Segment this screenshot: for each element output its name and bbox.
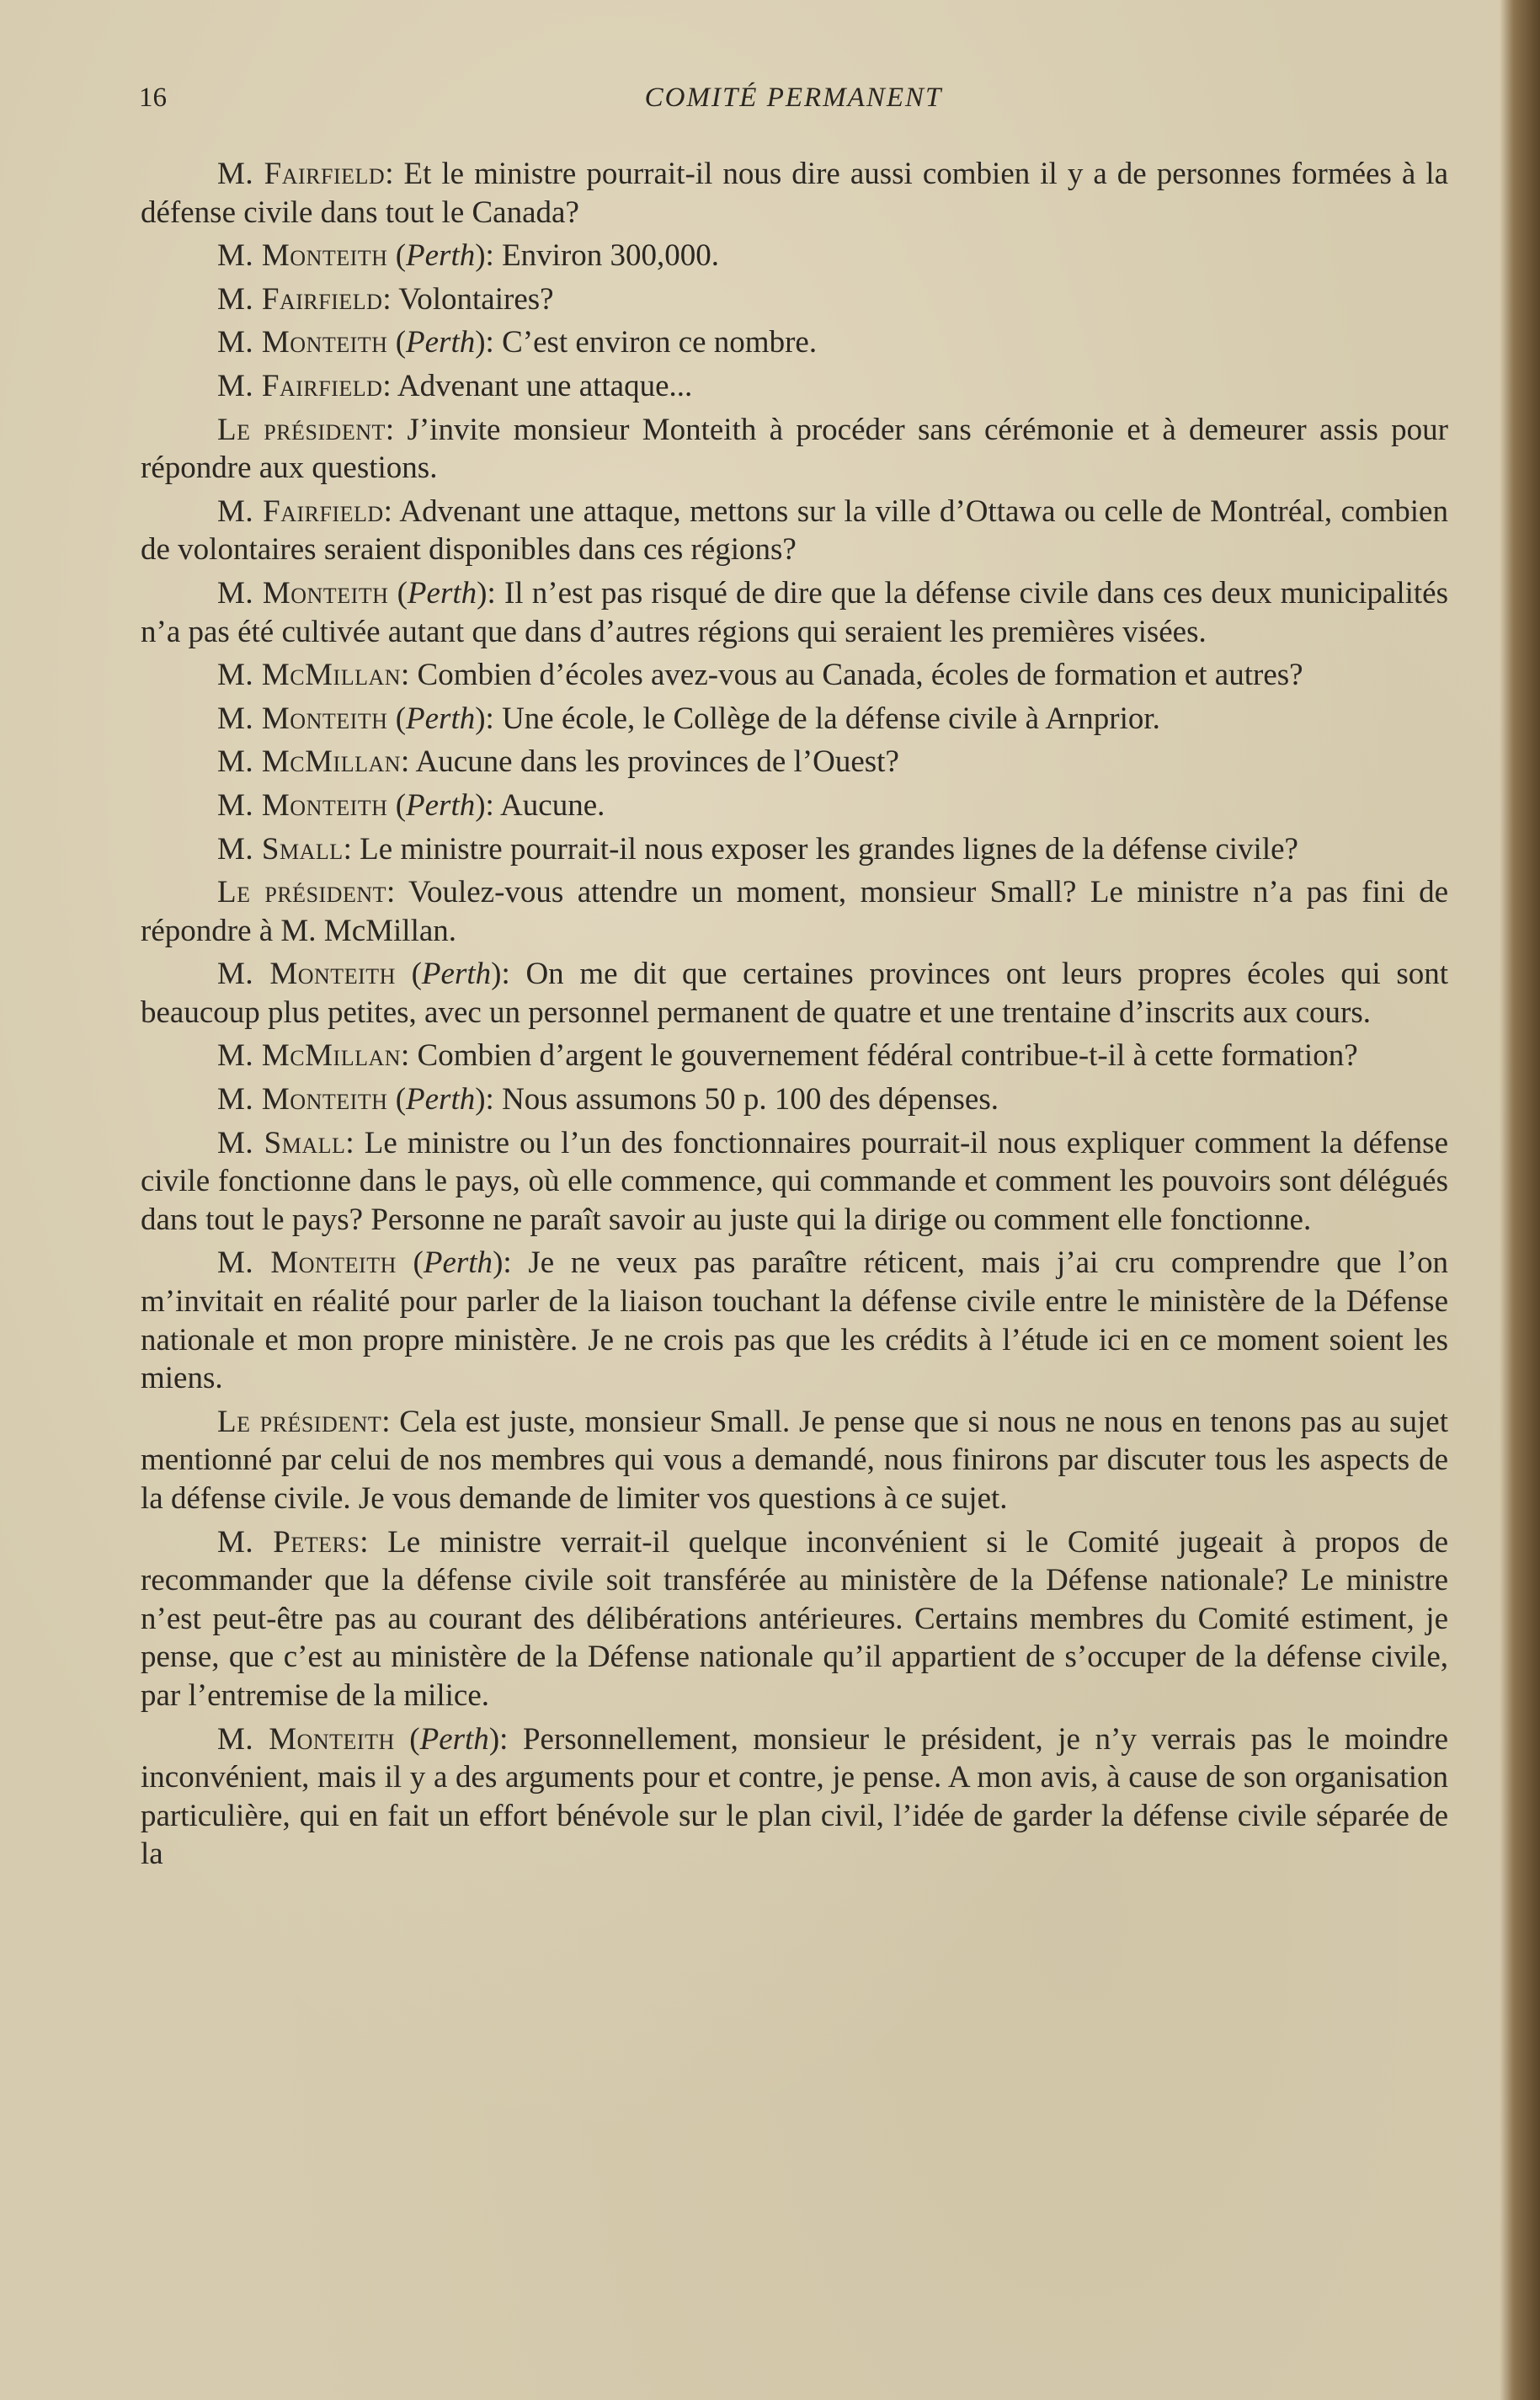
speaker-name: M. McMillan: [217, 1038, 402, 1074]
transcript-paragraph: M. Monteith (Perth): Une école, le Collège de la défense civile à Arnprior.: [217, 701, 1160, 736]
speaker-name: M. Small: [217, 1125, 346, 1160]
speech-text: Nous assumons 50 p. 100 des dépenses.: [502, 1082, 999, 1117]
speech-text: Le ministre verrait-il quelque inconvénient si le Comité jugeait à propos de recommander que la défense civile soit transférée au ministère de la Défense nationale? Le ministre n’est peut-être pas au courant des délibérations antérieures. Certains membres du Comité estiment, je pense, que c’est au ministère de la Défense nationale qu’il appartient de s’occuper de la défense civile, par l’entremise de la milice.: [141, 1524, 1448, 1713]
speech-text: Cela est juste, monsieur Small. Je pense que si nous ne nous en tenons pas au sujet mentionné par celui de nos membres qui vous a demandé, nous finirons par discuter tous les aspects de la défense civile. Je vous demande de limiter vos questions à ce sujet.: [141, 1404, 1448, 1516]
speaker-riding: Perth: [423, 1245, 493, 1281]
speaker-name: Le président: [217, 412, 386, 447]
page-number: 16: [139, 83, 167, 113]
transcript-paragraph: Le président: Cela est juste, monsieur Small. Je pense que si nous ne nous en tenons pas au sujet mentionné par celui de nos membres qui vous a demandé, nous finirons par discuter tous les aspects de la défense civile. Je vous demande de limiter vos questions à ce sujet.: [141, 1404, 1448, 1516]
speech-text: Combien d’argent le gouvernement fédéral contribue-t-il à cette formation?: [417, 1038, 1358, 1074]
transcript-paragraph: M. Monteith (Perth): Je ne veux pas paraître réticent, mais j’ai cru comprendre que l’on m’invitait en réalité pour parler de la liaison touchant la défense civile entre le ministère de la Défense nationale et mon propre ministère. Je ne crois pas que les crédits à l’étude ici en ce moment soient les miens.: [141, 1245, 1448, 1396]
speaker-name: M. Small: [217, 831, 344, 867]
speaker-riding: Perth: [406, 238, 476, 274]
speech-text: Volontaires?: [398, 281, 554, 317]
speaker-name: M. Monteith: [217, 575, 389, 611]
transcript-paragraph: M. Monteith (Perth): Nous assumons 50 p. 100 des dépenses.: [217, 1082, 999, 1117]
transcript-paragraph: M. Fairfield: Advenant une attaque...: [217, 368, 693, 403]
page-header: [139, 83, 1448, 125]
speech-text: Personnellement, monsieur le président, je n’y verrais pas le moindre inconvénient, mais il y a des arguments pour et contre, je pense. A mon avis, à cause de son organisation particulière, qui en fait un effort bénévole sur le plan civil, l’idée de garder la défense civile séparée de la: [141, 1721, 1449, 1872]
speaker-riding: Perth: [406, 325, 476, 360]
transcript-paragraph: M. Small: Le ministre pourrait-il nous exposer les grandes lignes de la défense civile?: [217, 831, 1298, 867]
speech-text: Aucune dans les provinces de l’Ouest?: [415, 744, 899, 780]
transcript-paragraph: Le président: J’invite monsieur Monteith à procéder sans cérémonie et à demeurer assis pour répondre aux questions.: [141, 412, 1448, 486]
speaker-name: M. Fairfield: [217, 281, 383, 317]
speaker-name: M. Fairfield: [217, 493, 384, 529]
speaker-name: M. Monteith: [217, 1082, 388, 1117]
speaker-riding: Perth: [406, 787, 476, 823]
speech-text: Advenant une attaque, mettons sur la ville d’Ottawa ou celle de Montréal, combien de volontaires seraient disponibles dans ces régions?: [141, 493, 1448, 568]
transcript-paragraph: M. Small: Le ministre ou l’un des fonctionnaires pourrait-il nous expliquer comment la défense civile fonctionne dans le pays, où elle commence, qui commande et comment les pouvoirs sont délégués dans tout le pays? Personne ne paraît savoir au juste qui la dirige ou comment elle fonctionne.: [141, 1125, 1449, 1237]
transcript-paragraph: M. McMillan: Combien d’écoles avez-vous au Canada, écoles de formation et autres?: [217, 658, 1303, 693]
speaker-name: Le président: [217, 1404, 382, 1439]
transcript-paragraph: M. Monteith (Perth): C’est environ ce nombre.: [217, 325, 818, 360]
transcript-paragraph: M. Monteith (Perth): Environ 300,000.: [217, 238, 720, 274]
speaker-riding: Perth: [421, 957, 492, 992]
speech-text: Voulez-vous attendre un moment, monsieur Small? Le ministre n’a pas fini de répondre à M. McMillan.: [141, 875, 1448, 948]
transcript-paragraph: M. Fairfield: Volontaires?: [217, 281, 554, 317]
speaker-name: M. Monteith: [217, 787, 388, 823]
transcript-paragraph: M. Fairfield: Advenant une attaque, mettons sur la ville d’Ottawa ou celle de Montréal, combien de volontaires seraient disponibles dans ces régions?: [141, 493, 1448, 568]
speech-text: Une école, le Collège de la défense civile à Arnprior.: [502, 701, 1160, 736]
speech-text: Et le ministre pourrait-il nous dire aussi combien il y a de personnes formées à la défense civile dans tout le Canada?: [141, 157, 1448, 230]
speaker-riding: Perth: [406, 701, 476, 736]
transcript-paragraph: M. Monteith (Perth): Il n’est pas risqué de dire que la défense civile dans ces deux municipalités n’a pas été cultivée autant que dans d’autres régions qui seraient les premières visées.: [141, 575, 1448, 649]
transcript-paragraph: M. McMillan: Aucune dans les provinces de l’Ouest?: [217, 744, 899, 780]
speech-text: Environ 300,000.: [502, 238, 720, 274]
speaker-name: M. Peters: [217, 1524, 360, 1560]
transcript-paragraph: M. McMillan: Combien d’argent le gouvernement fédéral contribue-t-il à cette formation?: [217, 1038, 1358, 1074]
speaker-name: M. Monteith: [217, 701, 388, 736]
transcript-paragraph: Le président: Voulez-vous attendre un moment, monsieur Small? Le ministre n’a pas fini de répondre à M. McMillan.: [141, 875, 1448, 948]
speaker-name: M. Fairfield: [217, 368, 383, 403]
speaker-name: M. Monteith: [217, 1245, 397, 1281]
speech-text: J’invite monsieur Monteith à procéder sans cérémonie et à demeurer assis pour répondre aux questions.: [141, 412, 1448, 486]
speaker-name: M. Monteith: [217, 1721, 395, 1757]
speech-text: Je ne veux pas paraître réticent, mais j’ai cru comprendre que l’on m’invitait en réalité pour parler de la liaison touchant la défense civile entre le ministère de la Défense nationale et mon propre ministère. Je ne crois pas que les crédits à l’étude ici en ce moment soient les miens.: [141, 1245, 1448, 1396]
speech-text: Le ministre pourrait-il nous exposer les grandes lignes de la défense civile?: [360, 831, 1298, 867]
speech-text: Combien d’écoles avez-vous au Canada, écoles de formation et autres?: [417, 658, 1303, 693]
speech-text: On me dit que certaines provinces ont leurs propres écoles qui sont beaucoup plus petites, avec un personnel permanent de quatre et une trentaine d’inscrits aux cours.: [141, 957, 1449, 1030]
speaker-riding: Perth: [419, 1721, 489, 1757]
speaker-name: Le président: [217, 875, 387, 910]
speaker-name: M. Monteith: [217, 238, 388, 274]
speaker-riding: Perth: [407, 575, 477, 611]
transcript-paragraph: M. Fairfield: Et le ministre pourrait-il nous dire aussi combien il y a de personnes formées à la défense civile dans tout le Canada?: [141, 157, 1448, 230]
transcript-paragraph: M. Monteith (Perth): On me dit que certaines provinces ont leurs propres écoles qui sont beaucoup plus petites, avec un personnel permanent de quatre et une trentaine d’inscrits aux cours.: [141, 957, 1449, 1030]
speaker-name: M. Monteith: [217, 957, 396, 992]
speech-text: C’est environ ce nombre.: [502, 325, 818, 360]
speaker-name: M. Monteith: [217, 325, 388, 360]
speaker-name: M. McMillan: [217, 744, 402, 780]
speech-text: Advenant une attaque...: [397, 368, 693, 403]
transcript-body: [141, 155, 1448, 1879]
running-head: COMITÉ PERMANENT: [644, 83, 943, 113]
speaker-riding: Perth: [406, 1082, 476, 1117]
transcript-paragraph: M. Peters: Le ministre verrait-il quelque inconvénient si le Comité jugeait à propos de recommander que la défense civile soit transférée au ministère de la Défense nationale? Le ministre n’est peut-être pas au courant des délibérations antérieures. Certains membres du Comité estiment, je pense, que c’est au ministère de la Défense nationale qu’il appartient de s’occuper de la défense civile, par l’entremise de la milice.: [141, 1524, 1448, 1713]
transcript-paragraph: M. Monteith (Perth): Personnellement, monsieur le président, je n’y verrais pas le moindre inconvénient, mais il y a des arguments pour et contre, je pense. A mon avis, à cause de son organisation particulière, qui en fait un effort bénévole sur le plan civil, l’idée de garder la défense civile séparée de la: [141, 1721, 1449, 1872]
speech-text: Le ministre ou l’un des fonctionnaires pourrait-il nous expliquer comment la défense civile fonctionne dans le pays, où elle commence, qui commande et comment les pouvoirs sont délégués dans tout le pays? Personne ne paraît savoir au juste qui la dirige ou comment elle fonctionne.: [141, 1125, 1449, 1237]
transcript-paragraph: M. Monteith (Perth): Aucune.: [217, 787, 605, 823]
page-edge: [1500, 0, 1540, 2400]
speaker-name: M. Fairfield: [217, 157, 386, 191]
speech-text: Il n’est pas risqué de dire que la défense civile dans ces deux municipalités n’a pas été cultivée autant que dans d’autres régions qui seraient les premières visées.: [141, 575, 1448, 649]
speech-text: Aucune.: [500, 787, 605, 823]
speaker-name: M. McMillan: [217, 658, 402, 693]
